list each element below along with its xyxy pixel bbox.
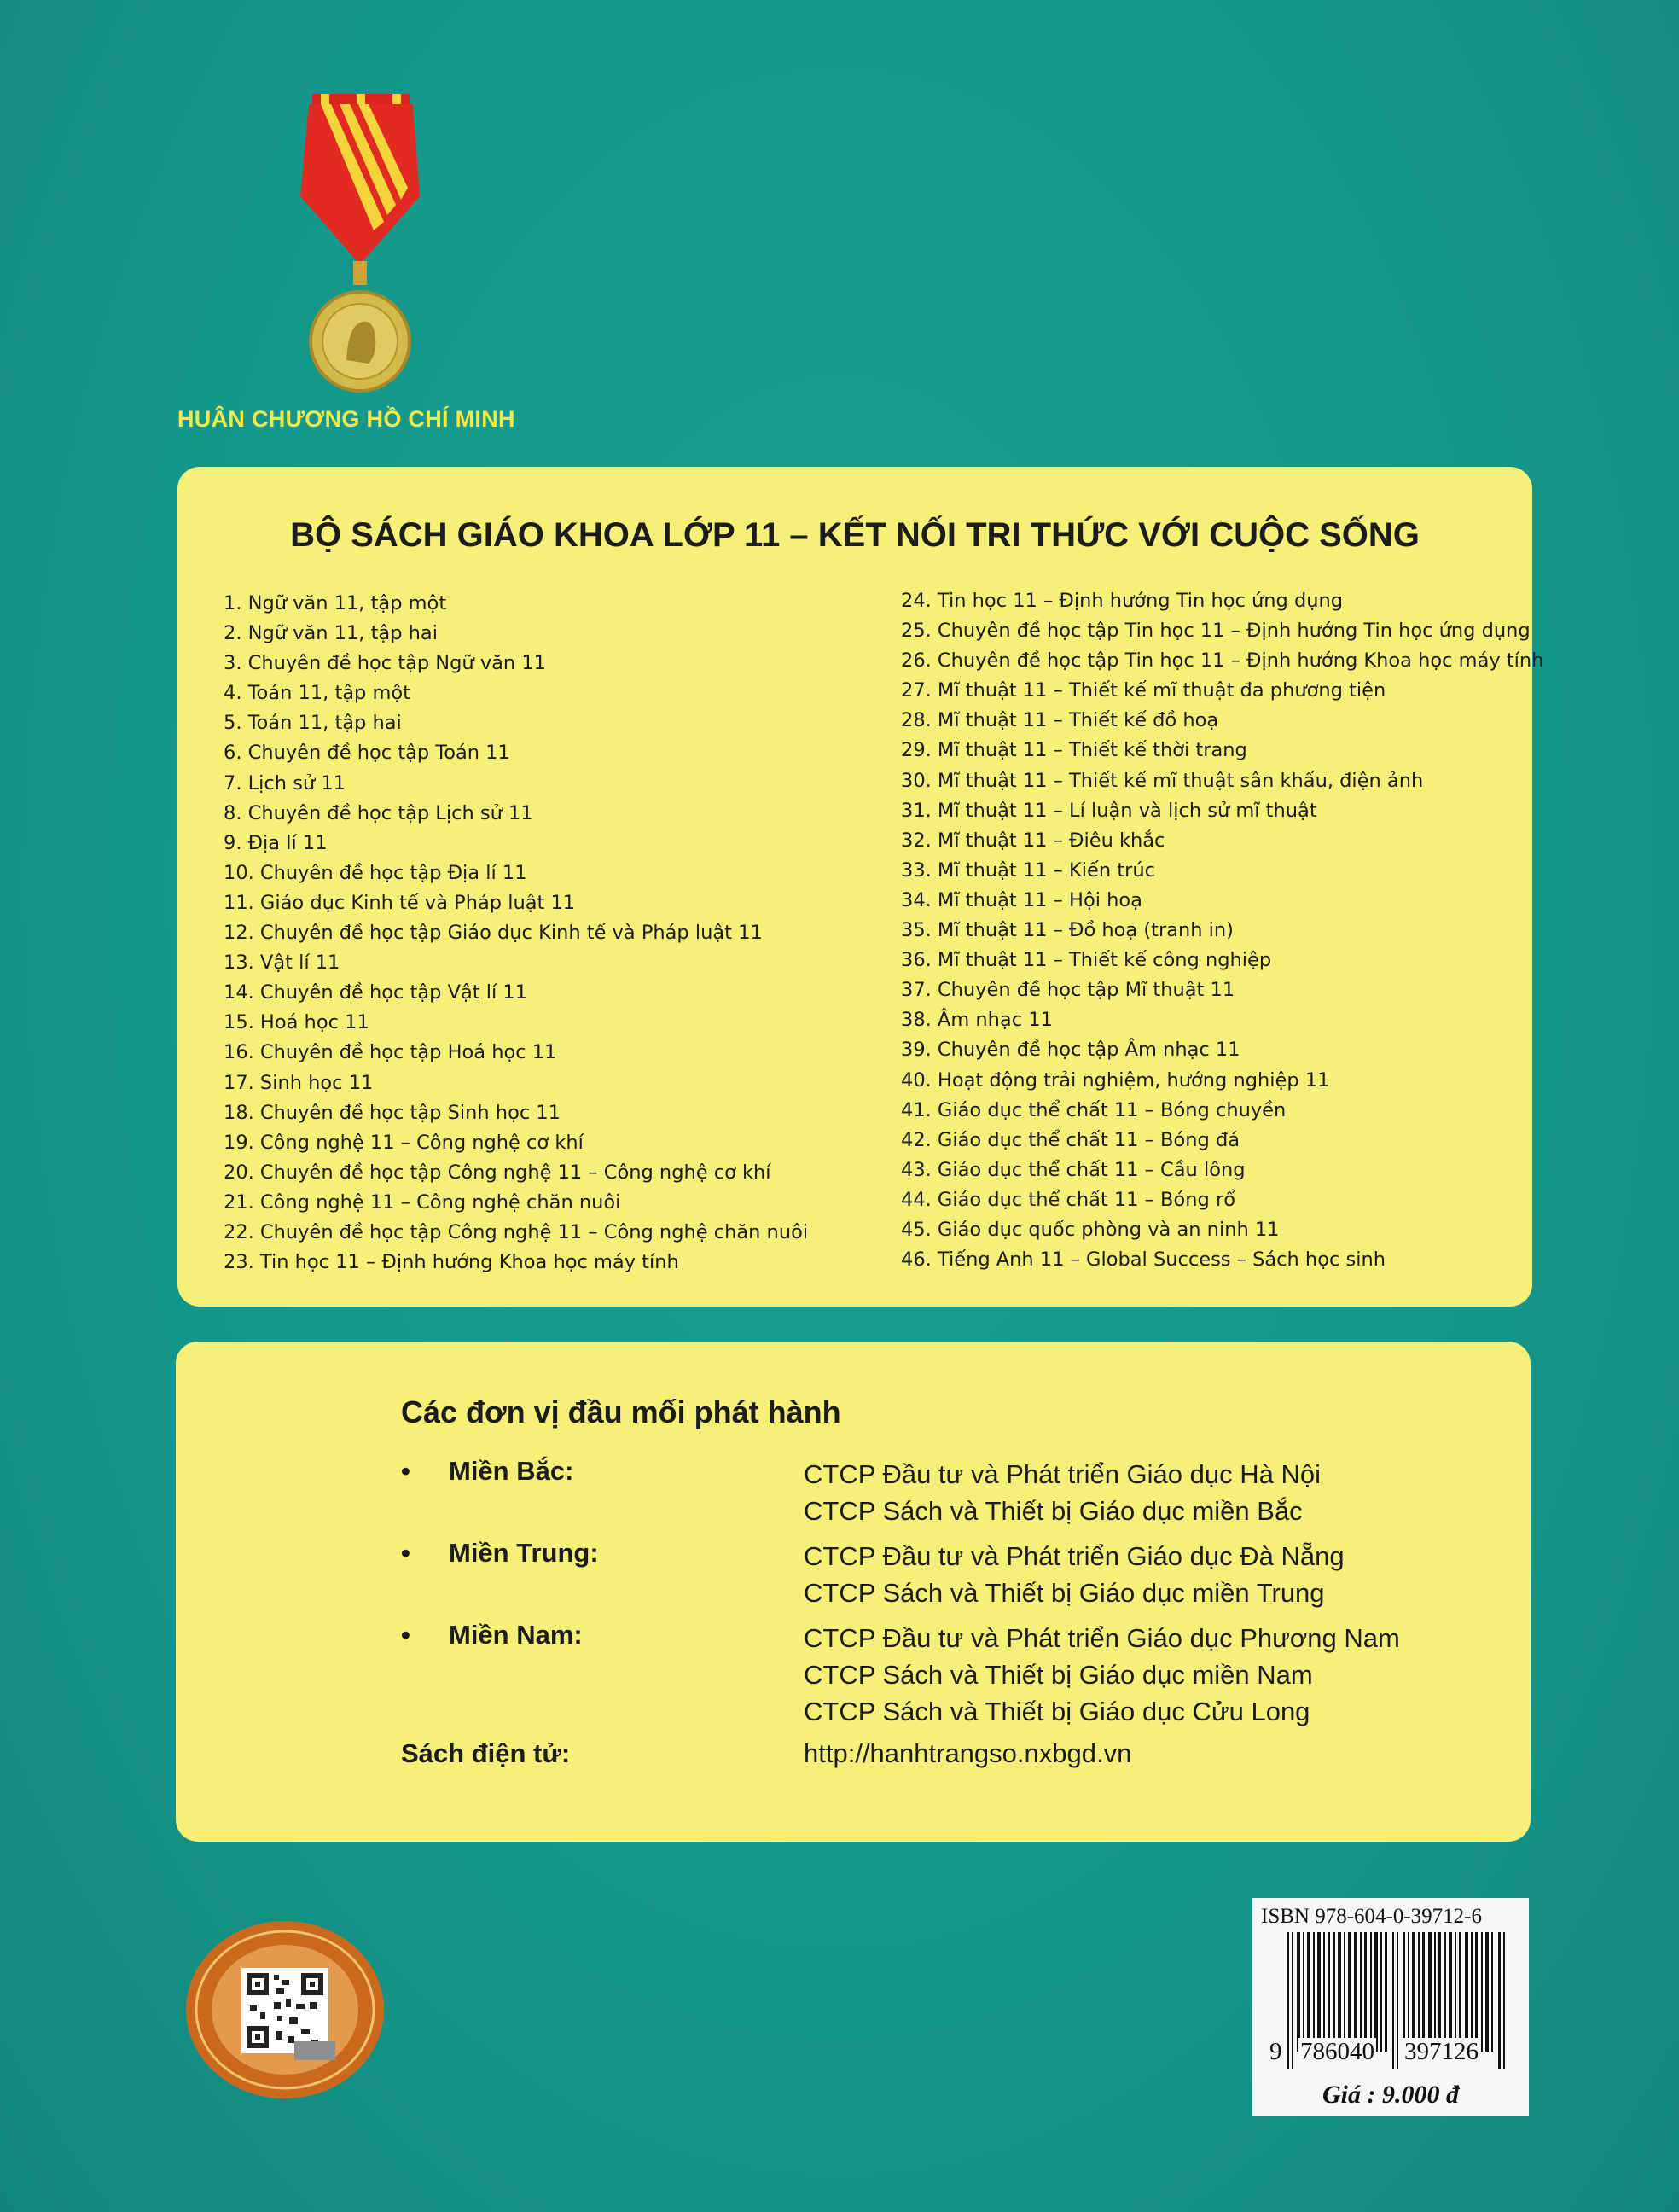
- book-item: 43. Giáo dục thể chất 11 – Cầu lông: [901, 1158, 1246, 1181]
- book-list-left: [224, 589, 808, 1278]
- region-name: Miền Nam:: [449, 1620, 583, 1650]
- barcode-digits-group2: 397126: [1404, 2038, 1479, 2065]
- book-item: 11. Giáo dục Kinh tế và Pháp luật 11: [224, 891, 576, 914]
- ebook-label: Sách điện tử:: [401, 1738, 571, 1768]
- book-item: 42. Giáo dục thể chất 11 – Bóng đá: [901, 1128, 1240, 1151]
- book-item: 23. Tin học 11 – Định hướng Khoa học máy tính: [224, 1251, 679, 1274]
- book-item: 12. Chuyên đề học tập Giáo dục Kinh tế và Pháp luật 11: [224, 922, 763, 945]
- book-list-title: BỘ SÁCH GIÁO KHOA LỚP 11 – KẾT NỐI TRI THỨC VỚI CUỘC SỐNG: [290, 516, 1420, 554]
- book-item: 41. Giáo dục thể chất 11 – Bóng chuyền: [901, 1098, 1287, 1121]
- book-item: 21. Công nghệ 11 – Công nghệ chăn nuôi: [224, 1190, 621, 1214]
- book-item: 34. Mĩ thuật 11 – Hội hoạ: [901, 888, 1142, 911]
- book-item: 5. Toán 11, tập hai: [224, 712, 402, 735]
- distributor-unit: CTCP Đầu tư và Phát triển Giáo dục Hà Nội: [804, 1459, 1321, 1489]
- ebook-link[interactable]: http://hanhtrangso.nxbgd.vn: [804, 1738, 1132, 1768]
- bullet: •: [401, 1538, 410, 1568]
- book-item: 10. Chuyên đề học tập Địa lí 11: [224, 861, 527, 884]
- book-item: 25. Chuyên đề học tập Tin học 11 – Định hướng Tin học ứng dụng: [901, 620, 1531, 643]
- bullet: •: [401, 1456, 410, 1486]
- book-item: 46. Tiếng Anh 11 – Global Success – Sách học sinh: [901, 1249, 1386, 1272]
- book-item: 39. Chuyên đề học tập Âm nhạc 11: [901, 1039, 1240, 1062]
- medal-icon: [275, 94, 445, 393]
- region-name: Miền Trung:: [449, 1538, 599, 1568]
- book-item: 40. Hoạt động trải nghiệm, hướng nghiệp 11: [901, 1068, 1330, 1091]
- distribution-panel: [176, 1342, 1531, 1842]
- book-item: 6. Chuyên đề học tập Toán 11: [224, 742, 510, 765]
- book-item: 28. Mĩ thuật 11 – Thiết kế đồ hoạ: [901, 709, 1219, 732]
- book-item: 45. Giáo dục quốc phòng và an ninh 11: [901, 1218, 1280, 1241]
- book-item: 8. Chuyên đề học tập Lịch sử 11: [224, 801, 533, 824]
- book-item: 20. Chuyên đề học tập Công nghệ 11 – Công nghệ cơ khí: [224, 1161, 771, 1184]
- barcode-digits-group1: 786040: [1300, 2038, 1374, 2065]
- book-list-right: [901, 586, 1543, 1275]
- bullet: •: [401, 1620, 410, 1650]
- book-item: 18. Chuyên đề học tập Sinh học 11: [224, 1101, 561, 1124]
- distributor-unit: CTCP Sách và Thiết bị Giáo dục miền Trung: [804, 1578, 1325, 1608]
- barcode-digit-first: 9: [1269, 2038, 1282, 2065]
- isbn-barcode-box: [1252, 1898, 1529, 2116]
- book-item: 13. Vật lí 11: [224, 952, 340, 975]
- book-item: 2. Ngữ văn 11, tập hai: [224, 622, 438, 645]
- book-item: 44. Giáo dục thể chất 11 – Bóng rổ: [901, 1188, 1235, 1211]
- book-item: 9. Địa lí 11: [224, 831, 328, 854]
- book-item: 31. Mĩ thuật 11 – Lí luận và lịch sử mĩ thuật: [901, 799, 1317, 822]
- distributor-unit: CTCP Đầu tư và Phát triển Giáo dục Phương Nam: [804, 1623, 1400, 1653]
- book-item: 15. Hoá học 11: [224, 1011, 369, 1034]
- distributor-unit: CTCP Sách và Thiết bị Giáo dục miền Bắc: [804, 1496, 1303, 1526]
- book-item: 4. Toán 11, tập một: [224, 682, 410, 705]
- book-item: 16. Chuyên đề học tập Hoá học 11: [224, 1041, 557, 1064]
- book-item: 3. Chuyên đề học tập Ngữ văn 11: [224, 652, 546, 675]
- isbn-number: ISBN 978-604-0-39712-6: [1261, 1905, 1483, 1928]
- distribution-title: Các đơn vị đầu mối phát hành: [401, 1394, 841, 1429]
- book-item: 38. Âm nhạc 11: [901, 1009, 1053, 1032]
- book-item: 19. Công nghệ 11 – Công nghệ cơ khí: [224, 1131, 584, 1154]
- book-item: 33. Mĩ thuật 11 – Kiến trúc: [901, 859, 1156, 882]
- ebook-row: [401, 1738, 1132, 1769]
- distributor-unit: CTCP Sách và Thiết bị Giáo dục miền Nam: [804, 1660, 1313, 1690]
- region-name: Miền Bắc:: [449, 1456, 574, 1486]
- book-item: 24. Tin học 11 – Định hướng Tin học ứng dụng: [901, 590, 1344, 612]
- book-item: 37. Chuyên đề học tập Mĩ thuật 11: [901, 979, 1235, 1002]
- book-item: 22. Chuyên đề học tập Công nghệ 11 – Công nghệ chăn nuôi: [224, 1220, 809, 1243]
- price-label: Giá : 9.000 đ: [1322, 2081, 1459, 2109]
- book-item: 26. Chuyên đề học tập Tin học 11 – Định hướng Khoa học máy tính: [901, 649, 1544, 672]
- book-item: 27. Mĩ thuật 11 – Thiết kế mĩ thuật đa phương tiện: [901, 679, 1386, 702]
- book-item: 17. Sinh học 11: [224, 1071, 374, 1094]
- medal-caption: HUÂN CHƯƠNG HỒ CHÍ MINH: [177, 406, 515, 432]
- book-item: 36. Mĩ thuật 11 – Thiết kế công nghiệp: [901, 949, 1272, 972]
- book-item: 1. Ngữ văn 11, tập một: [224, 592, 447, 614]
- book-item: 35. Mĩ thuật 11 – Đồ hoạ (tranh in): [901, 919, 1234, 942]
- book-item: 30. Mĩ thuật 11 – Thiết kế mĩ thuật sân khấu, điện ảnh: [901, 769, 1424, 792]
- distributor-unit: CTCP Sách và Thiết bị Giáo dục Cửu Long: [804, 1697, 1310, 1726]
- book-item: 14. Chuyên đề học tập Vật lí 11: [224, 981, 528, 1004]
- book-item: 32. Mĩ thuật 11 – Điêu khắc: [901, 829, 1165, 852]
- book-item: 29. Mĩ thuật 11 – Thiết kế thời trang: [901, 739, 1247, 762]
- distributor-unit: CTCP Đầu tư và Phát triển Giáo dục Đà Nẵng: [804, 1541, 1345, 1571]
- book-item: 7. Lịch sử 11: [224, 771, 346, 795]
- book-list-panel: [177, 467, 1544, 1307]
- publisher-stamp-icon: [182, 1917, 388, 2103]
